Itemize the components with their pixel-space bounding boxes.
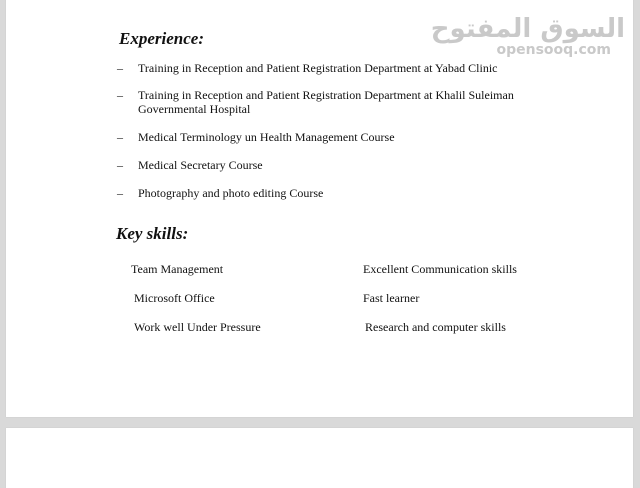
experience-item — [117, 158, 547, 172]
skill-right: Excellent Communication skills — [363, 262, 517, 276]
key-skills-heading: Key skills: — [116, 224, 189, 243]
experience-item — [117, 130, 547, 144]
experience-item-text: Training in Reception and Patient Registration Department at Yabad Clinic — [138, 61, 498, 75]
experience-item-text: Photography and photo editing Course — [138, 186, 324, 200]
experience-item — [117, 88, 547, 116]
bullet-dash: – — [117, 88, 123, 102]
bullet-dash: – — [117, 186, 123, 200]
skill-right: Research and computer skills — [365, 320, 506, 334]
experience-item-text: Medical Terminology un Health Management Course — [138, 130, 395, 144]
experience-item — [117, 186, 547, 200]
bullet-dash: – — [117, 61, 123, 75]
bullet-dash: – — [117, 158, 123, 172]
next-document-page — [6, 428, 633, 488]
watermark-latin: opensooq.com — [496, 42, 611, 58]
experience-item — [117, 61, 547, 75]
experience-list — [117, 61, 547, 214]
skill-left: Team Management — [131, 262, 224, 276]
document-page — [6, 0, 633, 417]
experience-item-text: Training in Reception and Patient Registration Department at Khalil Suleiman Governmental Hospital — [138, 88, 514, 116]
experience-heading: Experience: — [119, 29, 204, 48]
skill-left: Work well Under Pressure — [134, 320, 261, 334]
skill-right: Fast learner — [363, 291, 420, 305]
experience-item-text: Medical Secretary Course — [138, 158, 263, 172]
bullet-dash: – — [117, 130, 123, 144]
watermark-logo — [431, 14, 625, 58]
skill-left: Microsoft Office — [134, 291, 215, 305]
watermark-arabic: السوق المفتوح — [430, 14, 625, 44]
